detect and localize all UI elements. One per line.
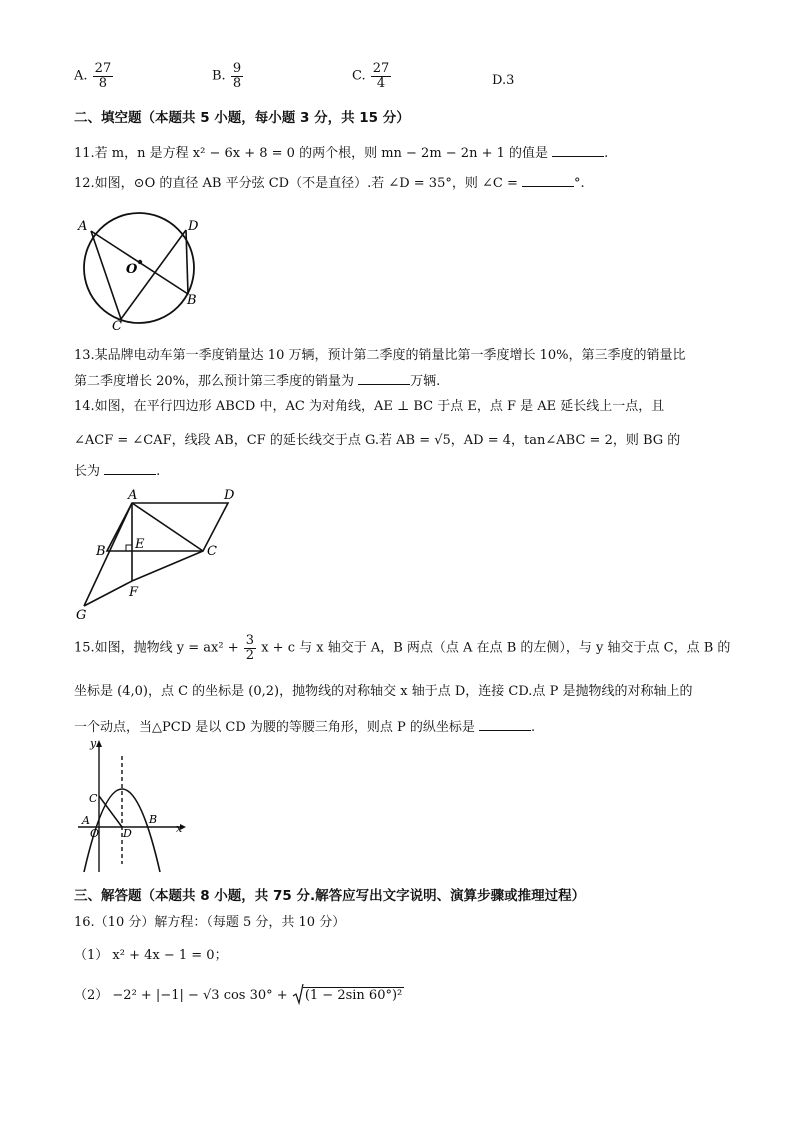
question-15-line-1-b: x + c 与 x 轴交于 A，B 两点（点 A 在点 B 的左侧），与 y 轴交于点 C，点 B 的 [261,640,731,656]
label-x: x [176,822,183,835]
sqrt-sign-icon [292,983,304,1005]
sqrt-expression [292,988,404,1003]
option-c-label: C. [352,68,366,84]
question-16-part-1: （1） x² + 4x − 1 = 0； [74,948,228,963]
option-c-denominator: 4 [376,75,386,91]
chord-db [186,230,188,294]
question-14-end: . [156,464,161,479]
question-15-line-2: 坐标是 (4,0)，点 C 的坐标是 (0,2)，抛物线的对称轴交 x 轴于点 D，连接 CD.点 P 是抛物线的对称轴上的 [74,684,693,699]
label-b: B [187,293,197,308]
option-a-denominator: 8 [98,75,108,91]
question-15-fraction [244,634,256,662]
question-12 [74,172,585,191]
option-a-fraction [93,62,114,90]
label-a: A [128,488,138,503]
label-e: E [135,537,145,552]
option-a [74,62,114,90]
option-b [212,62,244,90]
question-14-line-3-text: 长为 [74,464,101,479]
option-d: D.3 [492,73,515,88]
option-b-denominator: 8 [232,75,242,91]
chord-ac [91,231,121,319]
segment-ag [84,503,132,606]
section-2-title: 二、填空题（本题共 5 小题，每小题 3 分，共 15 分） [74,110,410,126]
question-11 [74,142,608,161]
label-d: D [224,488,235,503]
label-c: C [112,319,122,334]
segment-cf [132,551,203,581]
figure-14-parallelogram [70,486,250,626]
answer-blank [358,372,410,385]
option-c [352,62,392,90]
question-14-line-2: ∠ACF = ∠CAF，线段 AB，CF 的延长线交于点 G.若 AB = √5，AD = 4，tan∠ABC = 2，则 BG 的 [74,433,681,448]
question-13-end: 万辆. [410,374,441,389]
option-b-label: B. [212,68,226,84]
sqrt-radicand: (1 − 2sin 60°)² [304,988,403,1003]
question-14-line-1: 14.如图，在平行四边形 ABCD 中，AC 为对角线，AE ⊥ BC 于点 E，点 F 是 AE 延长线上一点，且 [74,399,665,414]
question-14-line-3 [74,460,160,479]
option-c-numerator: 27 [372,61,390,76]
label-d: D [123,827,132,840]
label-a: A [82,814,90,827]
fraction-denominator: 2 [245,647,255,663]
question-13-line-1: 13.某品牌电动车第一季度销量达 10 万辆，预计第二季度的销量比第一季度增长 10%，第三季度的销量比 [74,348,686,363]
question-16-part-2 [74,984,404,1003]
fraction-numerator: 3 [245,633,255,648]
question-16-part-2-prefix: （2） −2² + |−1| − √3 cos 30° + [74,988,288,1003]
figure-15-parabola [74,736,190,874]
circle-o [84,213,194,323]
label-c: C [207,544,217,559]
option-a-label: A. [74,68,88,84]
answer-blank [522,174,574,187]
label-o: O [126,262,138,277]
question-15-line-1 [74,634,730,662]
label-o: O [90,827,100,840]
label-f: F [129,585,139,600]
label-g: G [76,608,87,623]
label-b: B [149,813,158,826]
question-15-line-3 [74,716,535,735]
right-angle-mark [126,545,132,551]
option-b-numerator: 9 [232,61,242,76]
section-3-title: 三、解答题（本题共 8 小题，共 75 分.解答应写出文字说明、演算步骤或推理过程） [74,888,586,904]
label-y: y [90,737,97,750]
answer-blank [479,718,531,731]
question-15-line-3-text: 一个动点，当△PCD 是以 CD 为腰的等腰三角形，则点 P 的纵坐标是 [74,720,475,735]
question-11-text: 11.若 m，n 是方程 x² − 6x + 8 = 0 的两个根，则 mn − 2m − 2n + 1 的值是 [74,146,549,161]
question-15-end: . [531,720,536,735]
option-c-fraction [371,62,392,90]
label-c: C [89,792,98,805]
segment-gf [84,581,132,606]
answer-blank [104,462,156,475]
question-12-text: 12.如图，⊙O 的直径 AB 平分弦 CD（不是直径）.若 ∠D = 35°，则 ∠C = [74,176,518,191]
option-a-numerator: 27 [94,61,112,76]
question-13-line-2 [74,370,440,389]
figure-12-circle [74,212,204,334]
option-b-fraction [231,62,243,90]
y-axis-arrow [96,740,102,747]
question-12-end: °. [573,176,585,191]
question-11-end: . [604,146,609,161]
label-b: B [96,544,106,559]
question-16-head: 16.（10 分）解方程：（每题 5 分，共 10 分） [74,915,346,930]
label-a: A [78,219,88,234]
question-15-line-1-a: 15.如图，抛物线 y = ax² + [74,640,239,656]
label-d: D [188,219,199,234]
answer-blank [552,144,604,157]
center-point [138,260,142,264]
question-13-line-2-text: 第二季度增长 20%，那么预计第三季度的销量为 [74,374,355,389]
